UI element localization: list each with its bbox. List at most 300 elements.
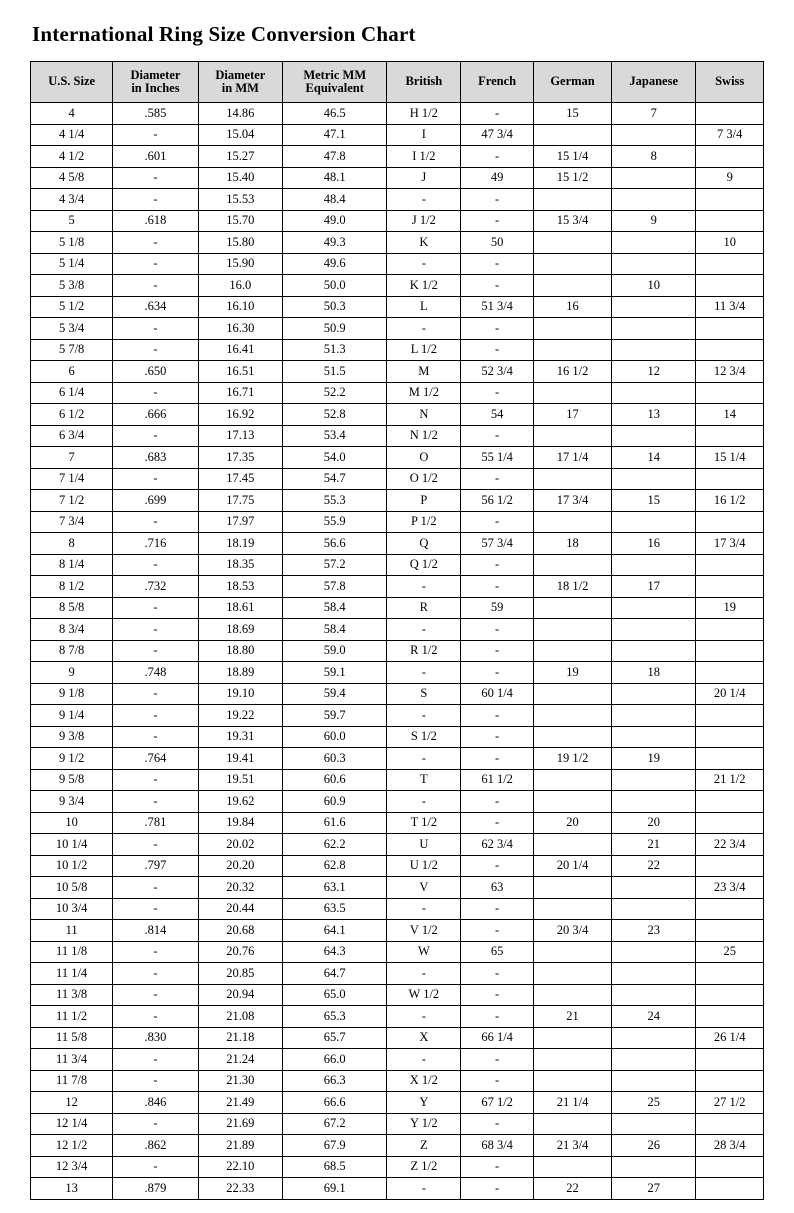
table-cell: - (461, 898, 534, 920)
table-cell: 6 1/2 (31, 404, 113, 426)
table-cell: 65.0 (283, 984, 387, 1006)
table-row (31, 619, 764, 641)
column-header-7 (612, 62, 696, 103)
column-header-line1: Metric MM (303, 67, 367, 82)
table-cell (696, 1070, 764, 1092)
table-cell: 67 1/2 (461, 1092, 534, 1114)
table-cell: .618 (113, 210, 198, 232)
table-cell: 16.30 (198, 318, 282, 340)
table-cell: 11 (31, 920, 113, 942)
table-cell (534, 705, 612, 727)
table-cell (534, 1070, 612, 1092)
table-cell (534, 253, 612, 275)
table-cell: 17 (534, 404, 612, 426)
table-cell: 56.6 (283, 533, 387, 555)
table-cell: 21 (534, 1006, 612, 1028)
table-cell: 47 3/4 (461, 124, 534, 146)
table-cell (696, 619, 764, 641)
table-cell: 10 5/8 (31, 877, 113, 899)
table-cell: 7 3/4 (31, 511, 113, 533)
table-row (31, 834, 764, 856)
table-cell: - (461, 189, 534, 211)
table-cell (534, 511, 612, 533)
table-cell: .634 (113, 296, 198, 318)
table-cell (696, 791, 764, 813)
table-cell: .764 (113, 748, 198, 770)
page-title: International Ring Size Conversion Chart (32, 22, 416, 46)
table-cell: 19.51 (198, 769, 282, 791)
table-cell: - (387, 619, 461, 641)
table-row (31, 554, 764, 576)
table-cell: 8 1/2 (31, 576, 113, 598)
table-cell: - (113, 726, 198, 748)
table-cell: - (113, 683, 198, 705)
table-cell: 52.8 (283, 404, 387, 426)
table-cell: - (461, 210, 534, 232)
table-cell: 13 (612, 404, 696, 426)
table-cell (534, 425, 612, 447)
table-cell: 22 (612, 855, 696, 877)
table-row (31, 404, 764, 426)
table-cell: .830 (113, 1027, 198, 1049)
table-cell (696, 576, 764, 598)
table-cell: 49.0 (283, 210, 387, 232)
table-cell: V (387, 877, 461, 899)
table-cell (612, 1113, 696, 1135)
table-cell: 59.0 (283, 640, 387, 662)
table-cell: 53.4 (283, 425, 387, 447)
table-cell: - (461, 705, 534, 727)
table-cell: 6 (31, 361, 113, 383)
table-cell: - (461, 511, 534, 533)
table-cell (696, 275, 764, 297)
table-cell: 18.35 (198, 554, 282, 576)
table-cell (696, 726, 764, 748)
table-cell (612, 318, 696, 340)
table-cell (612, 554, 696, 576)
table-cell: 25 (696, 941, 764, 963)
table-cell: .699 (113, 490, 198, 512)
table-cell: 21 1/2 (696, 769, 764, 791)
table-cell: 19 1/2 (534, 748, 612, 770)
table-row (31, 361, 764, 383)
table-cell: 8 5/8 (31, 597, 113, 619)
table-row (31, 1027, 764, 1049)
table-cell: 10 1/4 (31, 834, 113, 856)
table-cell (612, 189, 696, 211)
table-cell: 58.4 (283, 619, 387, 641)
table-cell: 17.13 (198, 425, 282, 447)
table-cell: 64.7 (283, 963, 387, 985)
table-cell: 9 5/8 (31, 769, 113, 791)
table-cell: .846 (113, 1092, 198, 1114)
table-cell: 18.80 (198, 640, 282, 662)
table-cell: - (113, 554, 198, 576)
table-cell: - (461, 1070, 534, 1092)
table-row (31, 425, 764, 447)
table-cell (696, 855, 764, 877)
table-cell: 52.2 (283, 382, 387, 404)
table-cell (696, 339, 764, 361)
table-cell (534, 834, 612, 856)
table-cell: 4 1/2 (31, 146, 113, 168)
table-cell: 7 1/4 (31, 468, 113, 490)
table-cell: 65.3 (283, 1006, 387, 1028)
table-cell (612, 1027, 696, 1049)
table-cell (534, 1156, 612, 1178)
table-cell: M (387, 361, 461, 383)
table-cell: 22.33 (198, 1178, 282, 1200)
table-cell: 22.10 (198, 1156, 282, 1178)
table-cell: 54 (461, 404, 534, 426)
table-cell: I (387, 124, 461, 146)
table-cell: 8 7/8 (31, 640, 113, 662)
table-cell: 6 1/4 (31, 382, 113, 404)
table-cell: 18 (534, 533, 612, 555)
table-cell (612, 1049, 696, 1071)
table-cell: 51 3/4 (461, 296, 534, 318)
table-header-row (31, 62, 764, 103)
table-cell: 54.0 (283, 447, 387, 469)
table-row (31, 1092, 764, 1114)
table-cell: - (113, 1156, 198, 1178)
table-cell: 63 (461, 877, 534, 899)
table-cell: - (461, 339, 534, 361)
table-cell: 52 3/4 (461, 361, 534, 383)
table-cell: 9 (612, 210, 696, 232)
table-cell: 11 5/8 (31, 1027, 113, 1049)
table-cell: 19 (696, 597, 764, 619)
table-cell: - (461, 253, 534, 275)
table-cell: 57 3/4 (461, 533, 534, 555)
table-cell (612, 511, 696, 533)
table-row (31, 920, 764, 942)
table-cell: 63.5 (283, 898, 387, 920)
table-cell: I 1/2 (387, 146, 461, 168)
table-cell: 67.2 (283, 1113, 387, 1135)
table-cell: M 1/2 (387, 382, 461, 404)
table-cell: 4 5/8 (31, 167, 113, 189)
table-cell: 69.1 (283, 1178, 387, 1200)
table-cell: 20.20 (198, 855, 282, 877)
column-header-line1: Japanese (629, 74, 679, 89)
table-cell: 17.97 (198, 511, 282, 533)
table-cell: 12 3/4 (696, 361, 764, 383)
table-cell: - (113, 769, 198, 791)
table-cell: - (461, 812, 534, 834)
table-cell (696, 984, 764, 1006)
table-cell: 21.08 (198, 1006, 282, 1028)
table-cell: H 1/2 (387, 103, 461, 125)
table-cell: 9 1/8 (31, 683, 113, 705)
table-cell (612, 253, 696, 275)
table-cell (534, 275, 612, 297)
table-cell: P (387, 490, 461, 512)
table-cell: U (387, 834, 461, 856)
column-header-3 (283, 62, 387, 103)
table-cell: - (461, 1113, 534, 1135)
table-row (31, 640, 764, 662)
table-row (31, 662, 764, 684)
table-cell (534, 318, 612, 340)
table-cell: 10 3/4 (31, 898, 113, 920)
table-row (31, 318, 764, 340)
table-cell: J 1/2 (387, 210, 461, 232)
table-cell: 64.3 (283, 941, 387, 963)
table-cell: 15 1/4 (534, 146, 612, 168)
table-cell: 16.51 (198, 361, 282, 383)
table-cell: 20.94 (198, 984, 282, 1006)
table-cell: T 1/2 (387, 812, 461, 834)
table-cell: 59.7 (283, 705, 387, 727)
table-cell: 19 (534, 662, 612, 684)
table-cell (534, 726, 612, 748)
table-row (31, 898, 764, 920)
table-cell (534, 877, 612, 899)
table-cell (534, 554, 612, 576)
table-cell: 11 3/8 (31, 984, 113, 1006)
table-cell: .781 (113, 812, 198, 834)
table-cell (612, 296, 696, 318)
table-cell: 23 3/4 (696, 877, 764, 899)
table-row (31, 877, 764, 899)
table-cell (612, 984, 696, 1006)
table-cell: 8 (612, 146, 696, 168)
table-cell: - (461, 275, 534, 297)
table-cell (612, 705, 696, 727)
table-row (31, 167, 764, 189)
table-cell: 17 3/4 (534, 490, 612, 512)
table-cell (534, 339, 612, 361)
table-cell: 20.85 (198, 963, 282, 985)
table-cell (534, 1049, 612, 1071)
column-header-line1: Diameter (215, 67, 266, 82)
table-cell (612, 124, 696, 146)
table-cell: 19 (612, 748, 696, 770)
table-cell: 6 3/4 (31, 425, 113, 447)
table-cell: 21 1/4 (534, 1092, 612, 1114)
table-row (31, 941, 764, 963)
table-cell: O 1/2 (387, 468, 461, 490)
table-cell (534, 468, 612, 490)
table-cell: - (387, 253, 461, 275)
table-row (31, 533, 764, 555)
table-cell: W (387, 941, 461, 963)
column-header-1 (113, 62, 198, 103)
table-cell: 5 1/2 (31, 296, 113, 318)
table-cell (612, 898, 696, 920)
table-cell: - (113, 189, 198, 211)
table-cell: 18 (612, 662, 696, 684)
table-cell (612, 941, 696, 963)
table-cell: 12 1/2 (31, 1135, 113, 1157)
table-header (31, 62, 764, 103)
table-cell: 21 (612, 834, 696, 856)
table-cell: 64.1 (283, 920, 387, 942)
table-cell: 18 1/2 (534, 576, 612, 598)
table-cell (534, 232, 612, 254)
column-header-0 (31, 62, 113, 103)
table-cell: 48.1 (283, 167, 387, 189)
table-cell: 50 (461, 232, 534, 254)
table-cell: .585 (113, 103, 198, 125)
table-cell: X (387, 1027, 461, 1049)
table-cell: W 1/2 (387, 984, 461, 1006)
table-cell (696, 812, 764, 834)
table-cell: - (113, 1006, 198, 1028)
table-cell (696, 511, 764, 533)
table-cell: - (113, 253, 198, 275)
table-cell: V 1/2 (387, 920, 461, 942)
table-cell (696, 318, 764, 340)
table-cell: - (113, 640, 198, 662)
table-cell: 13 (31, 1178, 113, 1200)
table-cell (696, 1156, 764, 1178)
table-cell: - (461, 855, 534, 877)
table-cell (534, 640, 612, 662)
table-body (31, 103, 764, 1200)
table-cell: .732 (113, 576, 198, 598)
table-cell: 5 1/4 (31, 253, 113, 275)
table-cell: .879 (113, 1178, 198, 1200)
table-cell: - (461, 748, 534, 770)
table-cell: .748 (113, 662, 198, 684)
table-cell: 60.3 (283, 748, 387, 770)
table-row (31, 103, 764, 125)
table-row (31, 232, 764, 254)
table-cell: 50.3 (283, 296, 387, 318)
table-cell (696, 189, 764, 211)
table-cell: 68.5 (283, 1156, 387, 1178)
table-cell: 18.69 (198, 619, 282, 641)
table-cell: T (387, 769, 461, 791)
table-cell (612, 1070, 696, 1092)
table-cell: 12 (31, 1092, 113, 1114)
table-cell: 11 1/4 (31, 963, 113, 985)
table-cell: 49.3 (283, 232, 387, 254)
table-row (31, 1070, 764, 1092)
table-cell: 19.10 (198, 683, 282, 705)
table-cell: - (113, 468, 198, 490)
table-cell: 20.68 (198, 920, 282, 942)
table-row (31, 855, 764, 877)
table-cell: - (461, 468, 534, 490)
table-cell: 20.32 (198, 877, 282, 899)
table-cell (696, 1049, 764, 1071)
table-cell: 21.24 (198, 1049, 282, 1071)
table-cell: - (113, 941, 198, 963)
table-cell (696, 1113, 764, 1135)
table-row (31, 296, 764, 318)
table-cell: 9 (31, 662, 113, 684)
table-cell: 16.10 (198, 296, 282, 318)
table-cell (696, 963, 764, 985)
table-cell: - (461, 920, 534, 942)
table-cell (612, 619, 696, 641)
table-cell: - (113, 124, 198, 146)
table-cell (612, 1156, 696, 1178)
table-row (31, 1156, 764, 1178)
table-row (31, 124, 764, 146)
table-cell: 21.30 (198, 1070, 282, 1092)
table-cell: 22 (534, 1178, 612, 1200)
table-cell (534, 597, 612, 619)
table-cell: - (113, 339, 198, 361)
table-cell: 10 (31, 812, 113, 834)
table-cell (696, 1178, 764, 1200)
table-cell (696, 253, 764, 275)
table-row (31, 511, 764, 533)
table-cell: 55.3 (283, 490, 387, 512)
table-cell: 7 3/4 (696, 124, 764, 146)
table-row (31, 253, 764, 275)
table-cell: 7 1/2 (31, 490, 113, 512)
table-cell: - (387, 705, 461, 727)
table-cell: U 1/2 (387, 855, 461, 877)
table-cell: .716 (113, 533, 198, 555)
table-cell: 20 (534, 812, 612, 834)
table-cell: 16.41 (198, 339, 282, 361)
table-cell (696, 210, 764, 232)
table-cell: 9 3/4 (31, 791, 113, 813)
table-cell: 5 3/8 (31, 275, 113, 297)
table-cell: 15 (534, 103, 612, 125)
table-cell (696, 640, 764, 662)
table-cell (534, 189, 612, 211)
table-row (31, 576, 764, 598)
table-cell: 51.5 (283, 361, 387, 383)
table-cell: 19.62 (198, 791, 282, 813)
table-cell: 9 3/8 (31, 726, 113, 748)
table-cell: Z 1/2 (387, 1156, 461, 1178)
column-header-2 (198, 62, 282, 103)
column-header-line1: Swiss (715, 74, 745, 89)
table-cell: J (387, 167, 461, 189)
table-cell: - (461, 640, 534, 662)
table-cell (534, 683, 612, 705)
table-cell: Z (387, 1135, 461, 1157)
table-cell: 22 3/4 (696, 834, 764, 856)
table-cell: - (461, 103, 534, 125)
table-cell (696, 382, 764, 404)
table-cell: - (461, 382, 534, 404)
table-cell: 56 1/2 (461, 490, 534, 512)
table-cell: 7 (31, 447, 113, 469)
table-cell: - (113, 877, 198, 899)
table-cell: 8 3/4 (31, 619, 113, 641)
table-cell: 9 1/2 (31, 748, 113, 770)
table-cell: 12 1/4 (31, 1113, 113, 1135)
table-cell: - (113, 898, 198, 920)
table-cell: - (113, 1049, 198, 1071)
table-cell: - (113, 984, 198, 1006)
table-cell: 18.89 (198, 662, 282, 684)
table-cell: 61.6 (283, 812, 387, 834)
table-cell: 66.3 (283, 1070, 387, 1092)
table-row (31, 1049, 764, 1071)
ring-size-conversion-table (30, 61, 764, 1200)
table-row (31, 1006, 764, 1028)
table-cell: 20.02 (198, 834, 282, 856)
table-cell (534, 124, 612, 146)
table-cell: 50.0 (283, 275, 387, 297)
table-cell: - (387, 898, 461, 920)
table-cell: 60.6 (283, 769, 387, 791)
table-cell: 14 (696, 404, 764, 426)
table-cell: 15.40 (198, 167, 282, 189)
table-cell (534, 963, 612, 985)
table-cell (534, 984, 612, 1006)
